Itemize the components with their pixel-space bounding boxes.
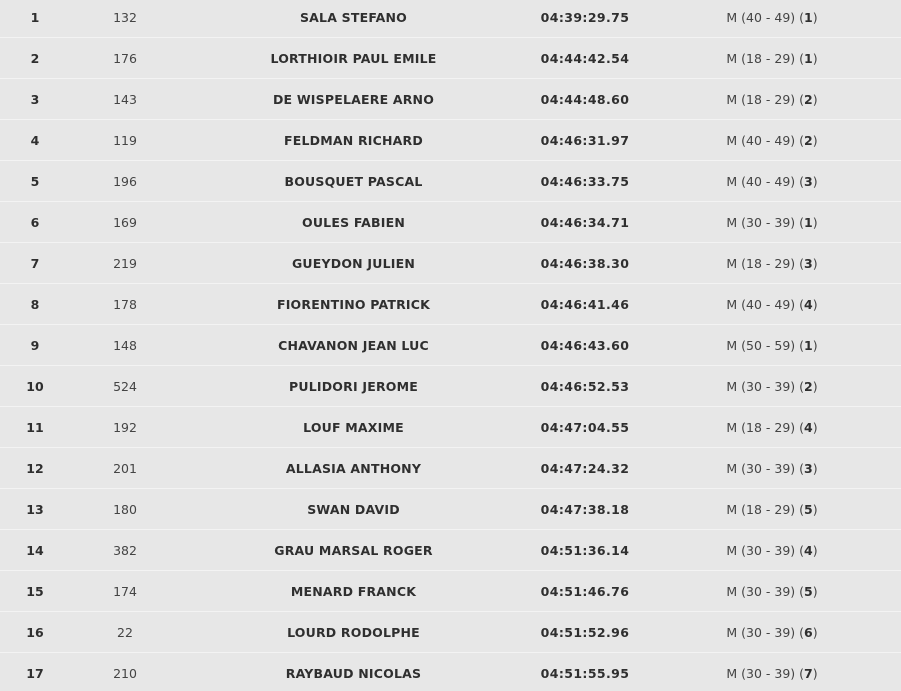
- runner-name-cell[interactable]: FELDMAN RICHARD: [284, 132, 423, 148]
- category-rank: 3: [804, 255, 813, 271]
- table-row[interactable]: [0, 161, 901, 202]
- category-cell: M (30 - 39) (1): [726, 214, 818, 230]
- table-row[interactable]: [0, 571, 901, 612]
- table-row[interactable]: [0, 612, 901, 653]
- category-label: M (18 - 29): [726, 50, 796, 66]
- bib-cell: 119: [113, 132, 137, 148]
- category-cell: M (30 - 39) (7): [726, 665, 818, 681]
- category-rank: 3: [804, 460, 813, 476]
- category-label: M (40 - 49): [726, 132, 796, 148]
- time-cell: 04:47:38.18: [540, 501, 630, 517]
- time-cell: 04:47:04.55: [540, 419, 630, 435]
- category-label: M (50 - 59): [726, 337, 796, 353]
- category-cell: M (18 - 29) (3): [726, 255, 818, 271]
- time-cell: 04:46:31.97: [540, 132, 630, 148]
- category-cell: M (40 - 49) (3): [726, 173, 818, 189]
- time-cell: 04:46:34.71: [540, 214, 630, 230]
- table-row[interactable]: [0, 489, 901, 530]
- bib-cell: 524: [113, 378, 137, 394]
- category-rank: 1: [804, 214, 813, 230]
- category-label: M (30 - 39): [726, 460, 796, 476]
- table-row[interactable]: [0, 243, 901, 284]
- bib-cell: 196: [113, 173, 137, 189]
- category-cell: M (40 - 49) (2): [726, 132, 818, 148]
- table-row[interactable]: [0, 530, 901, 571]
- runner-name-cell[interactable]: LOUF MAXIME: [303, 419, 404, 435]
- runner-name-cell[interactable]: BOUSQUET PASCAL: [284, 173, 423, 189]
- category-cell: M (30 - 39) (5): [726, 583, 818, 599]
- category-label: M (18 - 29): [726, 91, 796, 107]
- rank-cell: 6: [30, 214, 40, 230]
- rank-cell: 4: [30, 132, 40, 148]
- category-cell: M (40 - 49) (4): [726, 296, 818, 312]
- table-row[interactable]: [0, 0, 901, 38]
- rank-cell: 10: [26, 378, 44, 394]
- runner-name-cell[interactable]: ALLASIA ANTHONY: [285, 460, 422, 476]
- bib-cell: 382: [113, 542, 137, 558]
- category-label: M (40 - 49): [726, 296, 796, 312]
- table-row[interactable]: [0, 448, 901, 489]
- category-rank: 3: [804, 173, 813, 189]
- category-label: M (18 - 29): [726, 419, 796, 435]
- category-rank: 4: [804, 296, 813, 312]
- rank-cell: 14: [26, 542, 44, 558]
- rank-cell: 17: [26, 665, 44, 681]
- table-row[interactable]: [0, 407, 901, 448]
- bib-cell: 210: [113, 665, 137, 681]
- rank-cell: 9: [30, 337, 40, 353]
- runner-name-cell[interactable]: PULIDORI JEROME: [289, 378, 418, 394]
- bib-cell: 148: [113, 337, 137, 353]
- category-label: M (30 - 39): [726, 583, 796, 599]
- category-rank: 4: [804, 419, 813, 435]
- runner-name-cell[interactable]: GUEYDON JULIEN: [291, 255, 416, 271]
- time-cell: 04:51:46.76: [540, 583, 630, 599]
- category-cell: M (18 - 29) (4): [726, 419, 818, 435]
- category-cell: M (18 - 29) (2): [726, 91, 818, 107]
- runner-name-cell[interactable]: SALA STEFANO: [299, 9, 407, 25]
- category-rank: 6: [804, 624, 813, 640]
- category-label: M (18 - 29): [726, 255, 796, 271]
- bib-cell: 178: [113, 296, 137, 312]
- category-rank: 2: [804, 91, 813, 107]
- table-row[interactable]: [0, 366, 901, 407]
- category-label: M (40 - 49): [726, 9, 796, 25]
- rank-cell: 3: [30, 91, 40, 107]
- runner-name-cell[interactable]: DE WISPELAERE ARNO: [272, 91, 435, 107]
- category-cell: M (30 - 39) (4): [726, 542, 818, 558]
- category-cell: M (40 - 49) (1): [726, 9, 818, 25]
- bib-cell: 201: [113, 460, 137, 476]
- category-rank: 1: [804, 337, 813, 353]
- table-row[interactable]: [0, 38, 901, 79]
- rank-cell: 8: [30, 296, 40, 312]
- runner-name-cell[interactable]: CHAVANON JEAN LUC: [278, 337, 429, 353]
- table-row[interactable]: [0, 79, 901, 120]
- bib-cell: 22: [117, 624, 133, 640]
- runner-name-cell[interactable]: FIORENTINO PATRICK: [276, 296, 431, 312]
- runner-name-cell[interactable]: SWAN DAVID: [307, 501, 400, 517]
- rank-cell: 5: [30, 173, 40, 189]
- time-cell: 04:46:52.53: [540, 378, 630, 394]
- time-cell: 04:39:29.75: [540, 9, 630, 25]
- category-cell: M (30 - 39) (2): [726, 378, 818, 394]
- category-label: M (30 - 39): [726, 378, 796, 394]
- table-row[interactable]: [0, 284, 901, 325]
- bib-cell: 169: [113, 214, 137, 230]
- category-rank: 2: [804, 132, 813, 148]
- category-rank: 5: [804, 501, 813, 517]
- category-rank: 5: [804, 583, 813, 599]
- category-rank: 4: [804, 542, 813, 558]
- runner-name-cell[interactable]: MENARD FRANCK: [290, 583, 417, 599]
- bib-cell: 176: [113, 50, 137, 66]
- rank-cell: 11: [26, 419, 44, 435]
- bib-cell: 180: [113, 501, 137, 517]
- bib-cell: 132: [113, 9, 137, 25]
- time-cell: 04:47:24.32: [540, 460, 630, 476]
- time-cell: 04:51:52.96: [540, 624, 630, 640]
- time-cell: 04:51:55.95: [540, 665, 630, 681]
- time-cell: 04:46:43.60: [540, 337, 630, 353]
- rank-cell: 13: [26, 501, 44, 517]
- runner-name-cell[interactable]: LOURD RODOLPHE: [287, 624, 420, 640]
- time-cell: 04:46:38.30: [540, 255, 630, 271]
- time-cell: 04:44:48.60: [540, 91, 630, 107]
- category-label: M (30 - 39): [726, 214, 796, 230]
- rank-cell: 16: [26, 624, 44, 640]
- category-cell: M (18 - 29) (5): [726, 501, 818, 517]
- table-row[interactable]: [0, 202, 901, 243]
- runner-name-cell[interactable]: OULES FABIEN: [302, 214, 405, 230]
- rank-cell: 1: [30, 9, 40, 25]
- category-rank: 2: [804, 378, 813, 394]
- category-cell: M (30 - 39) (6): [726, 624, 818, 640]
- table-row[interactable]: [0, 325, 901, 366]
- runner-name-cell[interactable]: LORTHIOIR PAUL EMILE: [270, 50, 437, 66]
- time-cell: 04:44:42.54: [540, 50, 630, 66]
- bib-cell: 174: [113, 583, 137, 599]
- category-cell: M (30 - 39) (3): [726, 460, 818, 476]
- category-label: M (40 - 49): [726, 173, 796, 189]
- category-cell: M (50 - 59) (1): [726, 337, 818, 353]
- category-cell: M (18 - 29) (1): [726, 50, 818, 66]
- category-label: M (30 - 39): [726, 665, 796, 681]
- bib-cell: 219: [113, 255, 137, 271]
- bib-cell: 143: [113, 91, 137, 107]
- table-row[interactable]: [0, 653, 901, 691]
- category-label: M (18 - 29): [726, 501, 796, 517]
- time-cell: 04:51:36.14: [540, 542, 630, 558]
- runner-name-cell[interactable]: GRAU MARSAL ROGER: [274, 542, 433, 558]
- rank-cell: 12: [26, 460, 44, 476]
- bib-cell: 192: [113, 419, 137, 435]
- rank-cell: 15: [26, 583, 44, 599]
- table-row[interactable]: [0, 120, 901, 161]
- category-rank: 7: [804, 665, 813, 681]
- category-label: M (30 - 39): [726, 542, 796, 558]
- category-label: M (30 - 39): [726, 624, 796, 640]
- time-cell: 04:46:41.46: [540, 296, 630, 312]
- rank-cell: 2: [30, 50, 40, 66]
- category-rank: 1: [804, 50, 813, 66]
- category-rank: 1: [804, 9, 813, 25]
- rank-cell: 7: [30, 255, 40, 271]
- runner-name-cell[interactable]: RAYBAUD NICOLAS: [285, 665, 422, 681]
- time-cell: 04:46:33.75: [540, 173, 630, 189]
